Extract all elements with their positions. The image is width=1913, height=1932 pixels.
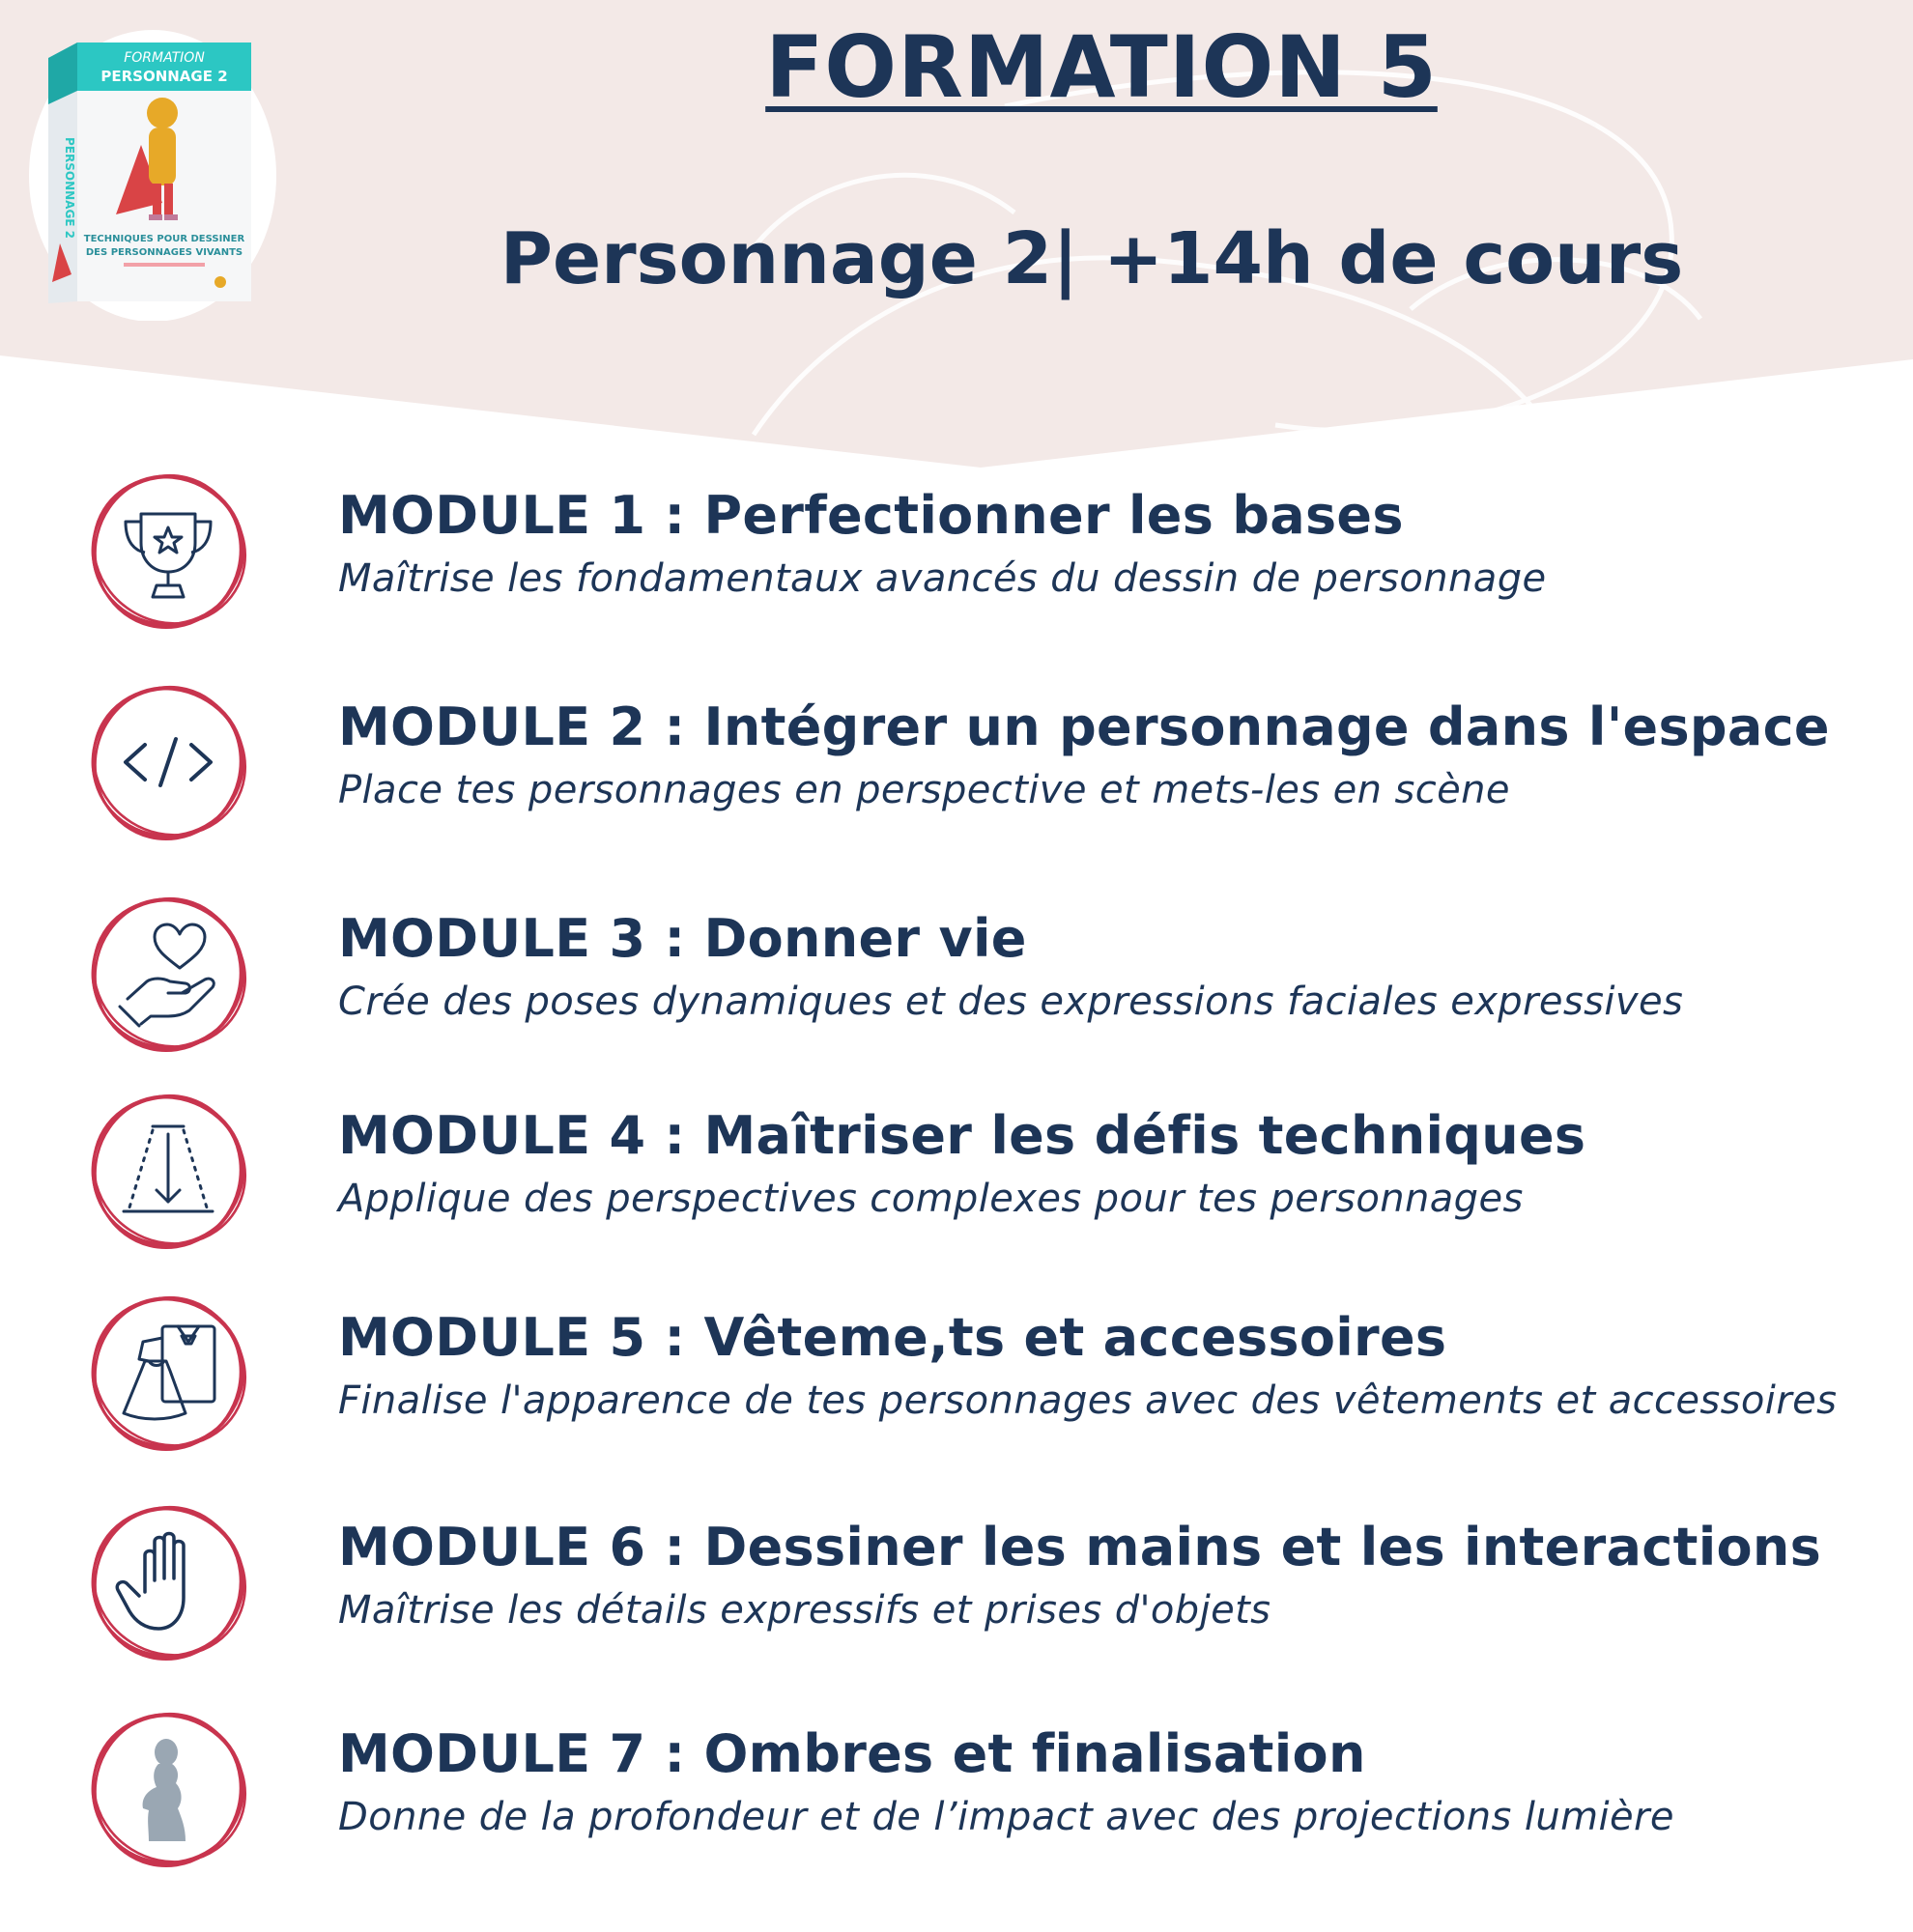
trophy-icon	[85, 468, 251, 634]
hand-icon	[85, 1499, 251, 1665]
module-title: MODULE 4 : Maîtriser les défis techniques	[338, 1105, 1586, 1166]
box-top-label: FORMATION	[124, 50, 205, 66]
module-4	[0, 1088, 1913, 1262]
module-3	[0, 891, 1913, 1065]
module-description: Maîtrise les détails expressifs et prises d'objets	[338, 1588, 1271, 1633]
module-1	[0, 468, 1913, 641]
module-6	[0, 1499, 1913, 1673]
module-title: MODULE 1 : Perfectionner les bases	[338, 485, 1404, 546]
module-5	[0, 1290, 1913, 1463]
module-description: Finalise l'apparence de tes personnages avec des vêtements et accessoires	[338, 1378, 1838, 1423]
product-box-image	[27, 21, 278, 321]
box-tagline-2: DES PERSONNAGES VIVANTS	[85, 247, 243, 258]
silhouette-icon	[85, 1706, 251, 1872]
module-description: Crée des poses dynamiques et des expressions faciales expressives	[338, 980, 1684, 1024]
clothing-icon	[85, 1290, 251, 1456]
module-title: MODULE 7 : Ombres et finalisation	[338, 1723, 1366, 1784]
module-description: Place tes personnages en perspective et mets-les en scène	[338, 768, 1510, 812]
module-title: MODULE 6 : Dessiner les mains et les interactions	[338, 1517, 1822, 1577]
box-name: PERSONNAGE 2	[100, 68, 228, 85]
heart-hand-icon	[85, 891, 251, 1057]
code-icon	[85, 679, 251, 845]
box-spine-label: PERSONNAGE 2	[63, 137, 76, 240]
module-2	[0, 679, 1913, 853]
perspective-arrow-icon	[85, 1088, 251, 1254]
page-title: FORMATION 5	[765, 17, 1438, 117]
page-subtitle: Personnage 2| +14h de cours	[500, 217, 1684, 300]
module-title: MODULE 2 : Intégrer un personnage dans l'espace	[338, 696, 1830, 757]
module-description: Applique des perspectives complexes pour tes personnages	[338, 1177, 1524, 1221]
box-tagline-1: TECHNIQUES POUR DESSINER	[83, 234, 245, 244]
module-description: Maîtrise les fondamentaux avancés du dessin de personnage	[338, 556, 1547, 601]
module-title: MODULE 5 : Vêteme,ts et accessoires	[338, 1307, 1447, 1368]
module-7	[0, 1706, 1913, 1880]
module-title: MODULE 3 : Donner vie	[338, 908, 1027, 969]
module-description: Donne de la profondeur et de l’impact avec des projections lumière	[338, 1795, 1674, 1839]
